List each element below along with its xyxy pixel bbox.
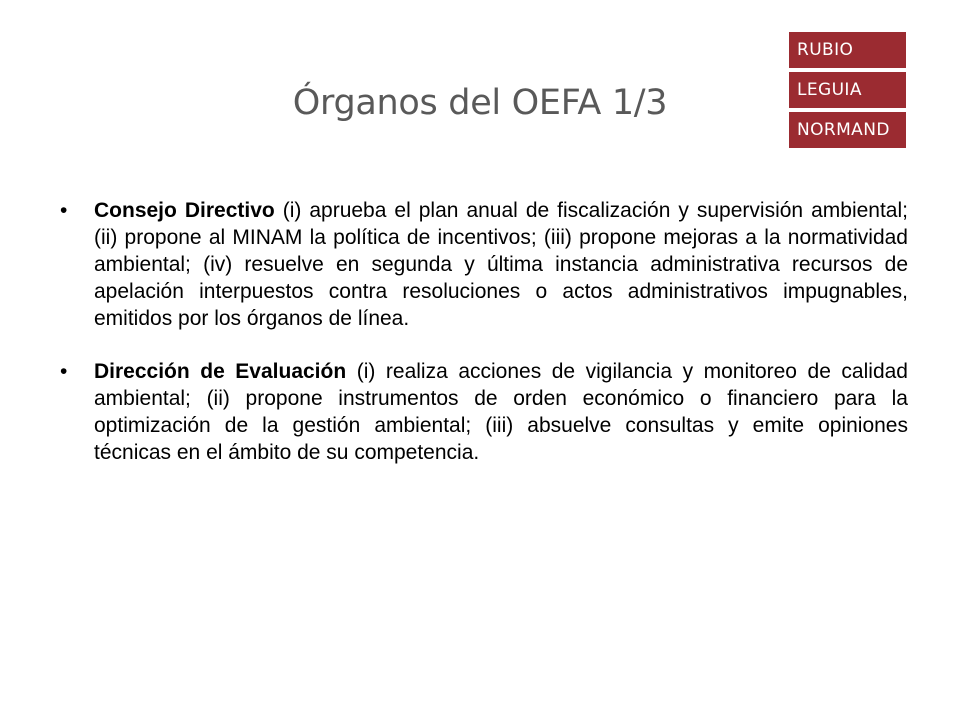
bullet-dot: •	[60, 360, 68, 383]
bullet-item-direccion-evaluacion	[60, 358, 908, 466]
rubio-leguia-normand-logo	[789, 32, 906, 148]
bullet-list	[60, 197, 908, 492]
slide-title: Órganos del OEFA 1/3	[292, 83, 668, 124]
bullet-text: (i) realiza acciones de vigilancia y monitoreo de calidad ambiental; (ii) propone instrumentos de orden económico o financiero para la optimización de la gestión ambiental; (iii) absuelve consultas y emite opiniones técnicas en el ámbito de su competencia.	[94, 360, 908, 464]
bullet-heading: Dirección de Evaluación	[94, 360, 347, 383]
bullet-item-consejo-directivo	[60, 197, 908, 332]
logo-band-leguia: LEGUIA	[789, 72, 906, 108]
bullet-text: (i) aprueba el plan anual de fiscalización y supervisión ambiental; (ii) propone al MINAM la política de incentivos; (iii) propone mejoras a la normatividad ambiental; (iv) resuelve en segunda y última instancia administrativa recursos de apelación interpuestos contra resoluciones o actos administrativos impugnables, emitidos por los órganos de línea.	[94, 199, 908, 330]
logo-band-normand: NORMAND	[789, 112, 906, 148]
logo-band-rubio: RUBIO	[789, 32, 906, 68]
bullet-dot: •	[60, 199, 68, 222]
bullet-heading: Consejo Directivo	[94, 199, 275, 222]
